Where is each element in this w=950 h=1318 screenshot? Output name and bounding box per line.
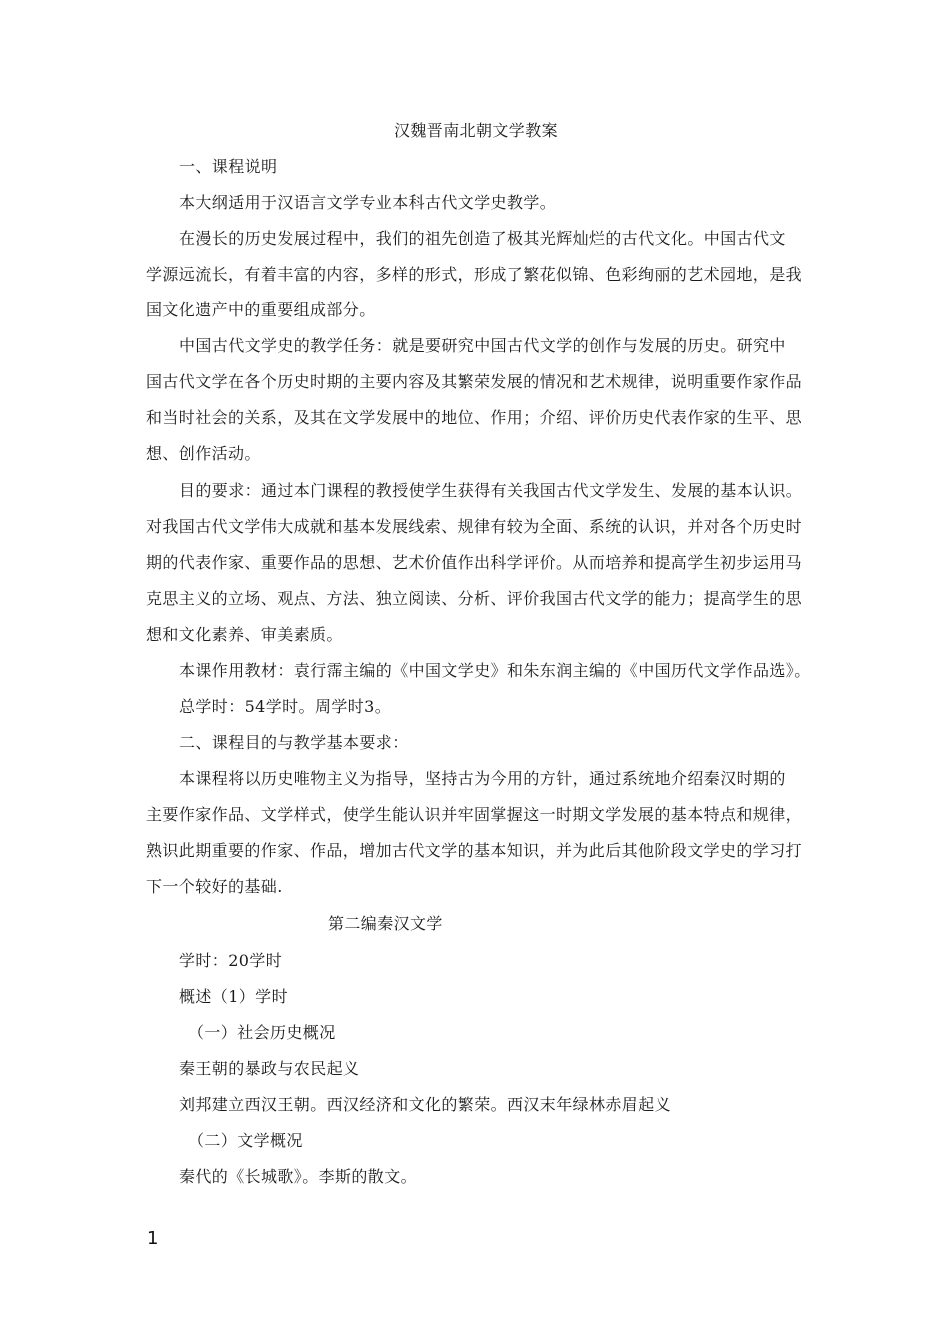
text-line: 学源远流长，有着丰富的内容，多样的形式，形成了繁花似锦、色彩绚丽的艺术园地，是我 <box>146 265 803 284</box>
text-line: 本大纲适用于汉语言文学专业本科古代文学史教学。 <box>179 193 557 212</box>
text-line: 中国古代文学史的教学任务：就是要研究中国古代文学的创作与发展的历史。研究中 <box>179 336 786 355</box>
text-line: 二、课程目的与教学基本要求： <box>179 733 409 752</box>
text-line: 对我国古代文学伟大成就和基本发展线索、规律有较为全面、系统的认识，并对各个历史时 <box>146 517 803 536</box>
text-line: 本课程将以历史唯物主义为指导，坚持古为今用的方针，通过系统地介绍秦汉时期的 <box>179 769 786 788</box>
text-line: 秦代的《长城歌》。李斯的散文。 <box>179 1167 418 1186</box>
text-line: 国文化遗产中的重要组成部分。 <box>146 300 376 319</box>
section-heading: 第二编秦汉文学 <box>328 914 443 933</box>
text-line: 秦王朝的暴政与农民起义 <box>179 1059 360 1078</box>
text-line: 在漫长的历史发展过程中，我们的祖先创造了极其光辉灿烂的古代文化。中国古代文 <box>179 229 786 248</box>
text-line: 一、课程说明 <box>179 157 278 176</box>
text-line: 熟识此期重要的作家、作品，增加古代文学的基本知识，并为此后其他阶段文学史的学习打 <box>146 841 803 860</box>
text-line: （一）社会历史概况 <box>188 1023 336 1042</box>
text-line: 克思主义的立场、观点、方法、独立阅读、分析、评价我国古代文学的能力；提高学生的思 <box>146 589 803 608</box>
text-line: 国古代文学在各个历史时期的主要内容及其繁荣发展的情况和艺术规律，说明重要作家作品 <box>146 372 803 391</box>
text-line: 总学时：54学时。周学时3。 <box>179 697 392 716</box>
page-number: 1 <box>147 1228 159 1249</box>
text-line: 下一个较好的基础. <box>146 877 283 896</box>
text-line: 概述（1）学时 <box>179 987 288 1006</box>
text-line: 刘邦建立西汉王朝。西汉经济和文化的繁荣。西汉末年绿林赤眉起义 <box>179 1095 672 1114</box>
text-line: （二）文学概况 <box>188 1131 303 1150</box>
text-line: 想和文化素养、审美素质。 <box>146 625 343 644</box>
document-title: 汉魏晋南北朝文学教案 <box>394 121 559 140</box>
text-line: 学时：20学时 <box>179 951 283 970</box>
text-line: 主要作家作品、文学样式，使学生能认识并牢固掌握这一时期文学发展的基本特点和规律， <box>146 805 803 824</box>
text-line: 期的代表作家、重要作品的思想、艺术价值作出科学评价。从而培养和提高学生初步运用马 <box>146 553 803 572</box>
text-line: 和当时社会的关系，及其在文学发展中的地位、作用；介绍、评价历史代表作家的生平、思 <box>146 408 803 427</box>
text-line: 本课作用教材：袁行霈主编的《中国文学史》和朱东润主编的《中国历代文学作品选》。 <box>179 661 811 680</box>
text-line: 想、创作活动。 <box>146 444 261 463</box>
text-line: 目的要求：通过本门课程的教授使学生获得有关我国古代文学发生、发展的基本认识。 <box>179 481 803 500</box>
